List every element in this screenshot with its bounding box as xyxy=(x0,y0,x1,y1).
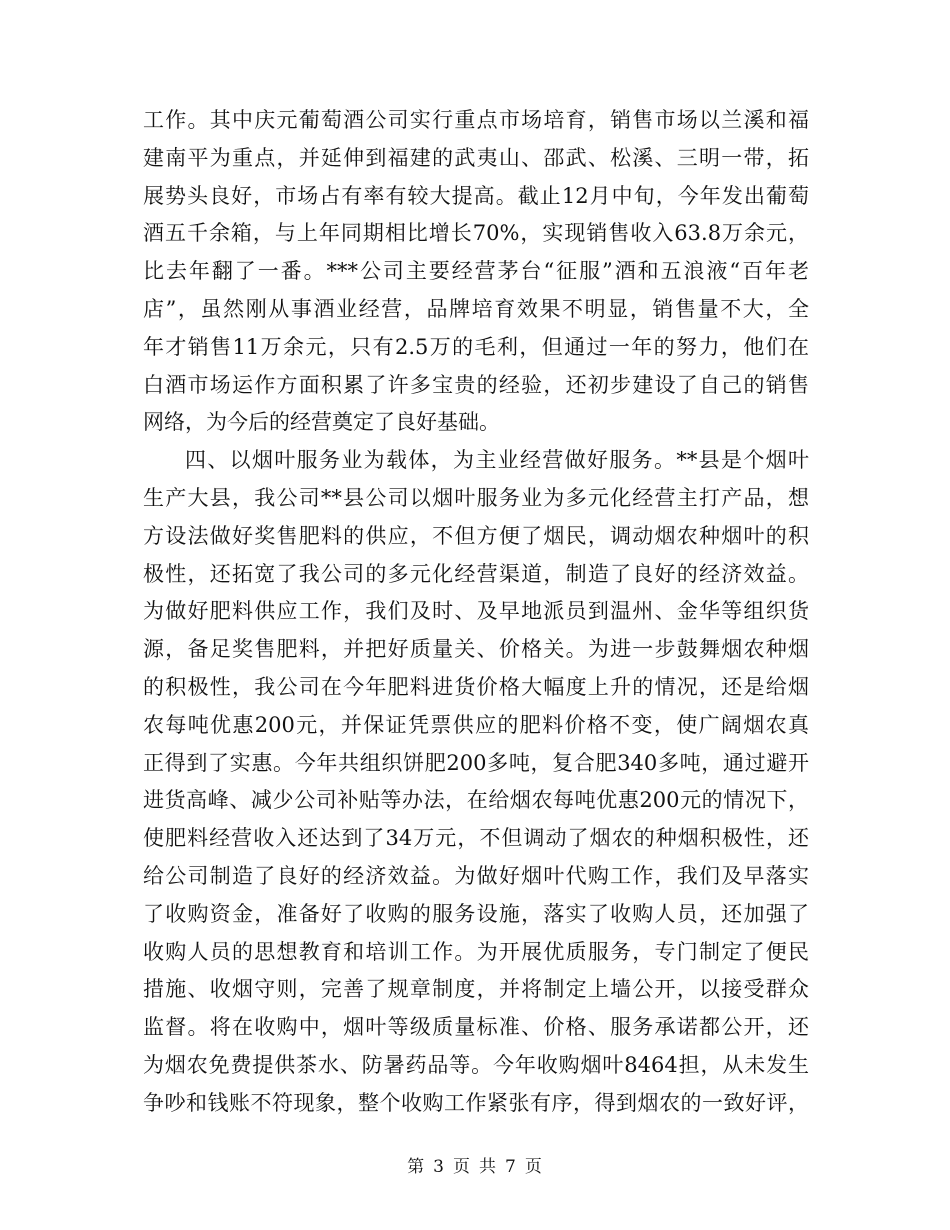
text-line: 白酒市场运作方面积累了许多宝贵的经验，还初步建设了自己的销售 xyxy=(143,372,809,397)
text-line: 监督。将在收购中，烟叶等级质量标准、价格、服务承诺都公开，还 xyxy=(143,1015,809,1040)
text-line: 店”，虽然刚从事酒业经营，品牌培育效果不明显，销售量不大，全 xyxy=(143,296,809,321)
footer-total-pages: 7 xyxy=(505,1157,517,1177)
text-line: 源，备足奖售肥料，并把好质量关、价格关。为进一步鼓舞烟农种烟 xyxy=(143,637,809,662)
text-line: 方设法做好奖售肥料的供应，不但方便了烟民，调动烟农种烟叶的积 xyxy=(143,523,809,548)
text-line: 比去年翻了一番。***公司主要经营茅台“征服”酒和五浪液“百年老 xyxy=(143,259,809,284)
text-line: 农每吨优惠200元，并保证凭票供应的肥料价格不变，使广阔烟农真 xyxy=(143,712,809,737)
text-line: 进货高峰、减少公司补贴等办法，在给烟农每吨优惠200元的情况下， xyxy=(143,788,809,813)
paragraph-2 xyxy=(143,442,809,1122)
text-line: 为做好肥料供应工作，我们及时、及早地派员到温州、金华等组织货 xyxy=(143,599,809,624)
text-line: 年才销售11万余元，只有2.5万的毛利，但通过一年的努力，他们在 xyxy=(143,334,809,359)
footer-total-label: 共 xyxy=(479,1157,497,1177)
footer-page-prefix: 第 xyxy=(407,1157,426,1177)
text-line: 给公司制造了良好的经济效益。为做好烟叶代购工作，我们及早落实 xyxy=(143,863,809,888)
text-line: 四、以烟叶服务业为载体，为主业经营做好服务。**县是个烟叶 xyxy=(185,448,809,473)
text-line: 使肥料经营收入还达到了34万元，不但调动了烟农的种烟积极性，还 xyxy=(143,826,809,851)
text-line: 展势头良好，市场占有率有较大提高。截止12月中旬，今年发出葡萄 xyxy=(143,183,809,208)
text-line: 正得到了实惠。今年共组织饼肥200多吨，复合肥340多吨，通过避开 xyxy=(143,750,809,775)
document-body xyxy=(143,102,809,1123)
paragraph-1 xyxy=(143,102,809,442)
text-line: 极性，还拓宽了我公司的多元化经营渠道，制造了良好的经济效益。 xyxy=(143,561,809,586)
text-line: 生产大县，我公司**县公司以烟叶服务业为多元化经营主打产品，想 xyxy=(143,485,809,510)
page-footer xyxy=(0,1152,950,1177)
text-line: 为烟农免费提供茶水、防暑药品等。今年收购烟叶8464担，从未发生 xyxy=(143,1052,809,1077)
footer-page-mid: 页 xyxy=(453,1157,471,1177)
text-line: 收购人员的思想教育和培训工作。为开展优质服务，专门制定了便民 xyxy=(143,939,809,964)
footer-page-number: 3 xyxy=(433,1157,445,1177)
text-line: 酒五千余箱，与上年同期相比增长70%，实现销售收入63.8万余元， xyxy=(143,221,809,246)
text-line: 工作。其中庆元葡萄酒公司实行重点市场培育，销售市场以兰溪和福 xyxy=(143,108,809,132)
text-line: 网络，为今后的经营奠定了良好基础。 xyxy=(143,410,500,435)
text-line: 了收购资金，准备好了收购的服务设施，落实了收购人员，还加强了 xyxy=(143,901,809,926)
text-line: 建南平为重点，并延伸到福建的武夷山、邵武、松溪、三明一带，拓 xyxy=(143,145,809,170)
text-line: 的积极性，我公司在今年肥料进货价格大幅度上升的情况，还是给烟 xyxy=(143,674,809,699)
footer-page-suffix: 页 xyxy=(524,1157,543,1177)
text-line: 争吵和钱账不符现象，整个收购工作紧张有序，得到烟农的一致好评， xyxy=(143,1090,809,1115)
text-line: 措施、收烟守则，完善了规章制度，并将制定上墙公开，以接受群众 xyxy=(143,977,809,1002)
